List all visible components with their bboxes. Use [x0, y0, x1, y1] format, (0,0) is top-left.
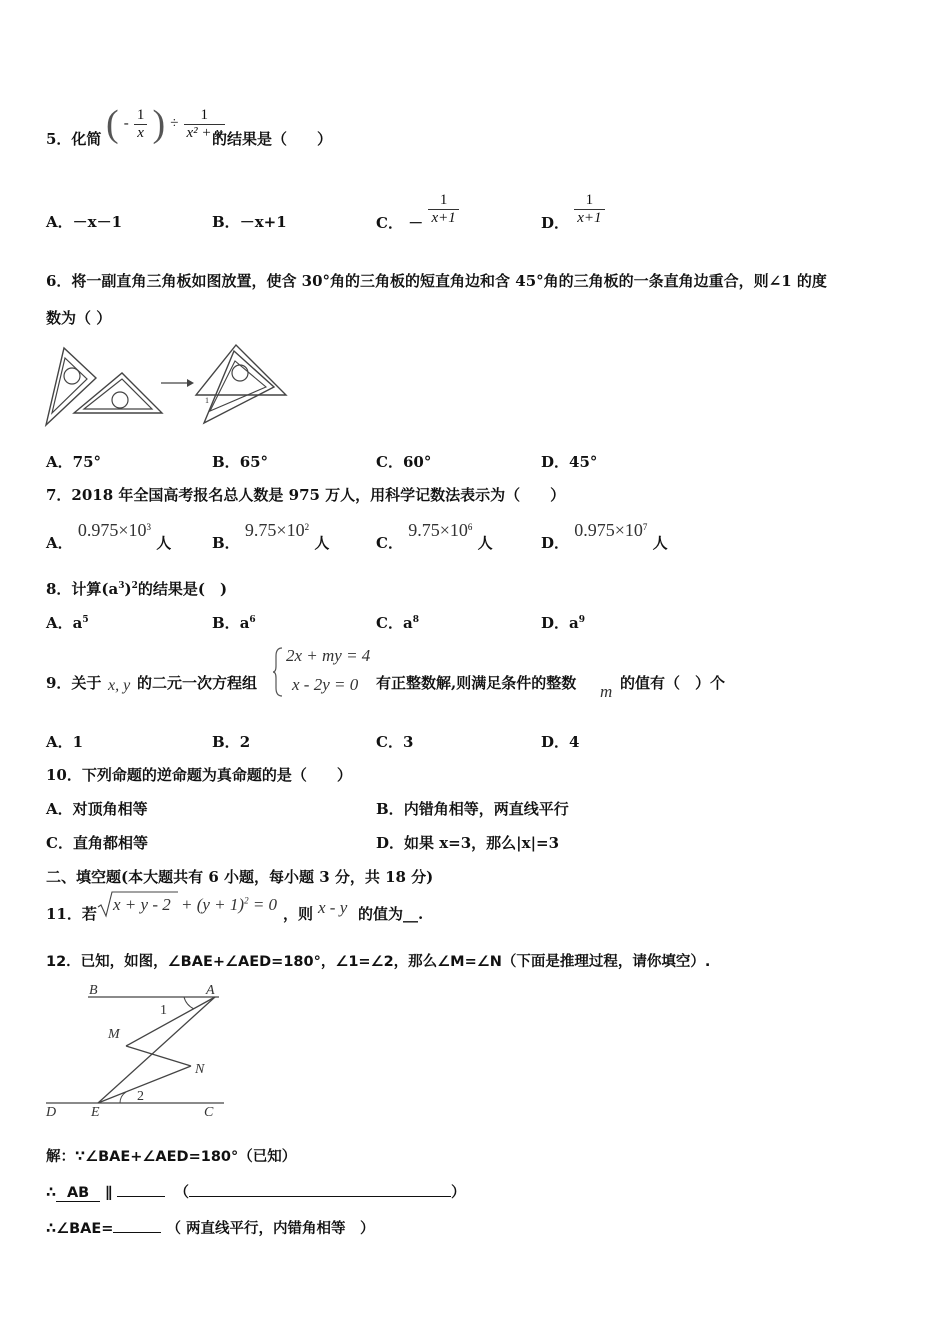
q12-label-angle-1: 1	[160, 1003, 167, 1018]
q6-option-c[interactable]: C．60°	[376, 453, 432, 471]
q8-option-d[interactable]: D．$a^9$	[541, 614, 586, 632]
q9-post2: 的值有（ ）个	[620, 674, 726, 692]
q11-pre: 11．若	[46, 905, 97, 923]
q12-blank-ab[interactable]: AB	[56, 1185, 100, 1202]
q9-post1: 有正整数解,则满足条件的整数	[376, 674, 577, 692]
q12-label-m: M	[108, 1027, 120, 1042]
q10-option-a[interactable]: A．对顶角相等	[46, 800, 148, 818]
q11-radicand: x + y - 2	[113, 895, 171, 914]
q12-blank-angle[interactable]	[113, 1232, 161, 1233]
q9-var-m: m	[600, 682, 613, 701]
q9-mid: 的二元一次方程组	[137, 674, 258, 692]
q5-frac1: $\frac{1}{x}$	[134, 107, 148, 142]
q9-vars: x, y	[108, 677, 131, 694]
q12-solution-line-1: 解：∵∠BAE+∠AED=180°（已知）	[46, 1149, 297, 1165]
q10-option-c[interactable]: C．直角都相等	[46, 834, 148, 852]
q5-number: 5．化简	[46, 130, 102, 148]
q6-line2: 数为（ ）	[46, 309, 112, 327]
q5-expression: ( - $\frac{1}{x}$ ) ÷ $\frac{1}{\text{x² + x}}$	[106, 102, 225, 152]
q12-label-c: C	[204, 1105, 214, 1118]
q11-post: 的值为__.	[358, 905, 424, 923]
section-2-heading: 二、填空题(本大题共有 6 小题，每小题 3 分，共 18 分)	[46, 868, 434, 886]
q9-pre: 9．关于	[46, 674, 102, 692]
q12-label-d: D	[46, 1105, 57, 1118]
q5-div: ÷	[170, 115, 179, 132]
q8-stem: 8．计算$(a^3)^2$的结果是( )	[46, 580, 228, 598]
q5-neg: -	[123, 115, 129, 132]
q11-mid: ，则	[283, 905, 314, 923]
q6-option-a[interactable]: A．75°	[46, 453, 102, 471]
q8-option-b[interactable]: B．$a^6$	[212, 614, 256, 632]
q5-option-a[interactable]: A．－x－1	[46, 213, 123, 231]
q9-option-b[interactable]: B．2	[212, 733, 251, 751]
q9-brace	[272, 646, 284, 698]
q5-option-d[interactable]: D． $\frac{1}{x+1}$	[541, 186, 605, 233]
q6-option-b[interactable]: B．65°	[212, 453, 269, 471]
q12-label-b: B	[89, 983, 98, 998]
q7-option-b[interactable]: B． $9.75\times 10^2$ 人	[212, 520, 330, 552]
q10-stem: 10．下列命题的逆命题为真命题的是（ ）	[46, 766, 352, 784]
q12-label-angle-2: 2	[137, 1089, 144, 1104]
q7-option-d[interactable]: D． $0.975\times 10^7$ 人	[541, 520, 668, 552]
q12-solution-line-3: ∴∠BAE= （ 两直线平行，内错角相等 ）	[46, 1221, 375, 1237]
q7-option-c[interactable]: C． $9.75\times 10^6$ 人	[376, 520, 493, 552]
q7-option-a[interactable]: A． $0.975\times 10^3$ 人	[46, 520, 172, 552]
q5-option-c[interactable]: C． － $\frac{1}{x+1}$	[376, 186, 459, 233]
q5-frac2: $\frac{1}{\text{x² + x}}$	[184, 107, 225, 142]
q7-stem: 7．2018 年全国高考报名总人数是 975 万人，用科学记数法表示为（ ）	[46, 486, 566, 504]
q9-equation-2: x - 2y = 0	[292, 675, 359, 694]
q9-option-d[interactable]: D．4	[541, 733, 580, 751]
q10-option-b[interactable]: B．内错角相等，两直线平行	[376, 800, 569, 818]
q12-solution-line-2: ∴ AB ∥ （ ）	[46, 1185, 466, 1201]
q12-label-n: N	[195, 1062, 205, 1077]
q5-option-b[interactable]: B．－x+1	[212, 213, 287, 231]
q6-figure	[44, 343, 290, 429]
q8-option-c[interactable]: C．$a^8$	[376, 614, 419, 632]
q8-option-a[interactable]: A．$a^5$	[46, 614, 89, 632]
q12-figure	[44, 980, 229, 1118]
q12-stem: 12．已知，如图，∠BAE+∠AED=180°，∠1=∠2，那么∠M=∠N（下面是推理过程，请你填空）.	[46, 954, 711, 970]
q12-label-e: E	[91, 1105, 100, 1118]
q5-stem	[46, 128, 101, 149]
q10-option-d[interactable]: D．如果 x=3，那么|x|=3	[376, 834, 560, 852]
q6-option-d[interactable]: D．45°	[541, 453, 598, 471]
q5-tail: 的结果是（ ）	[212, 130, 333, 148]
q11-rest: + $(y + 1)^2 = 0$	[181, 895, 278, 914]
q12-blank-reason-1[interactable]	[189, 1196, 451, 1197]
q6-line1: 6．将一副直角三角板如图放置，使含 30°角的三角板的短直角边和含 45°角的三角板的一条直角边重合，则∠1 的度	[46, 272, 827, 290]
q11-expr: x - y	[318, 898, 348, 917]
q9-equation-1: 2x + my = 4	[286, 646, 371, 665]
q9-option-c[interactable]: C．3	[376, 733, 414, 751]
q12-label-a: A	[206, 983, 215, 998]
q12-blank-parallel[interactable]	[117, 1196, 165, 1197]
q9-option-a[interactable]: A．1	[46, 733, 84, 751]
q6-angle-label: 1	[205, 396, 209, 405]
